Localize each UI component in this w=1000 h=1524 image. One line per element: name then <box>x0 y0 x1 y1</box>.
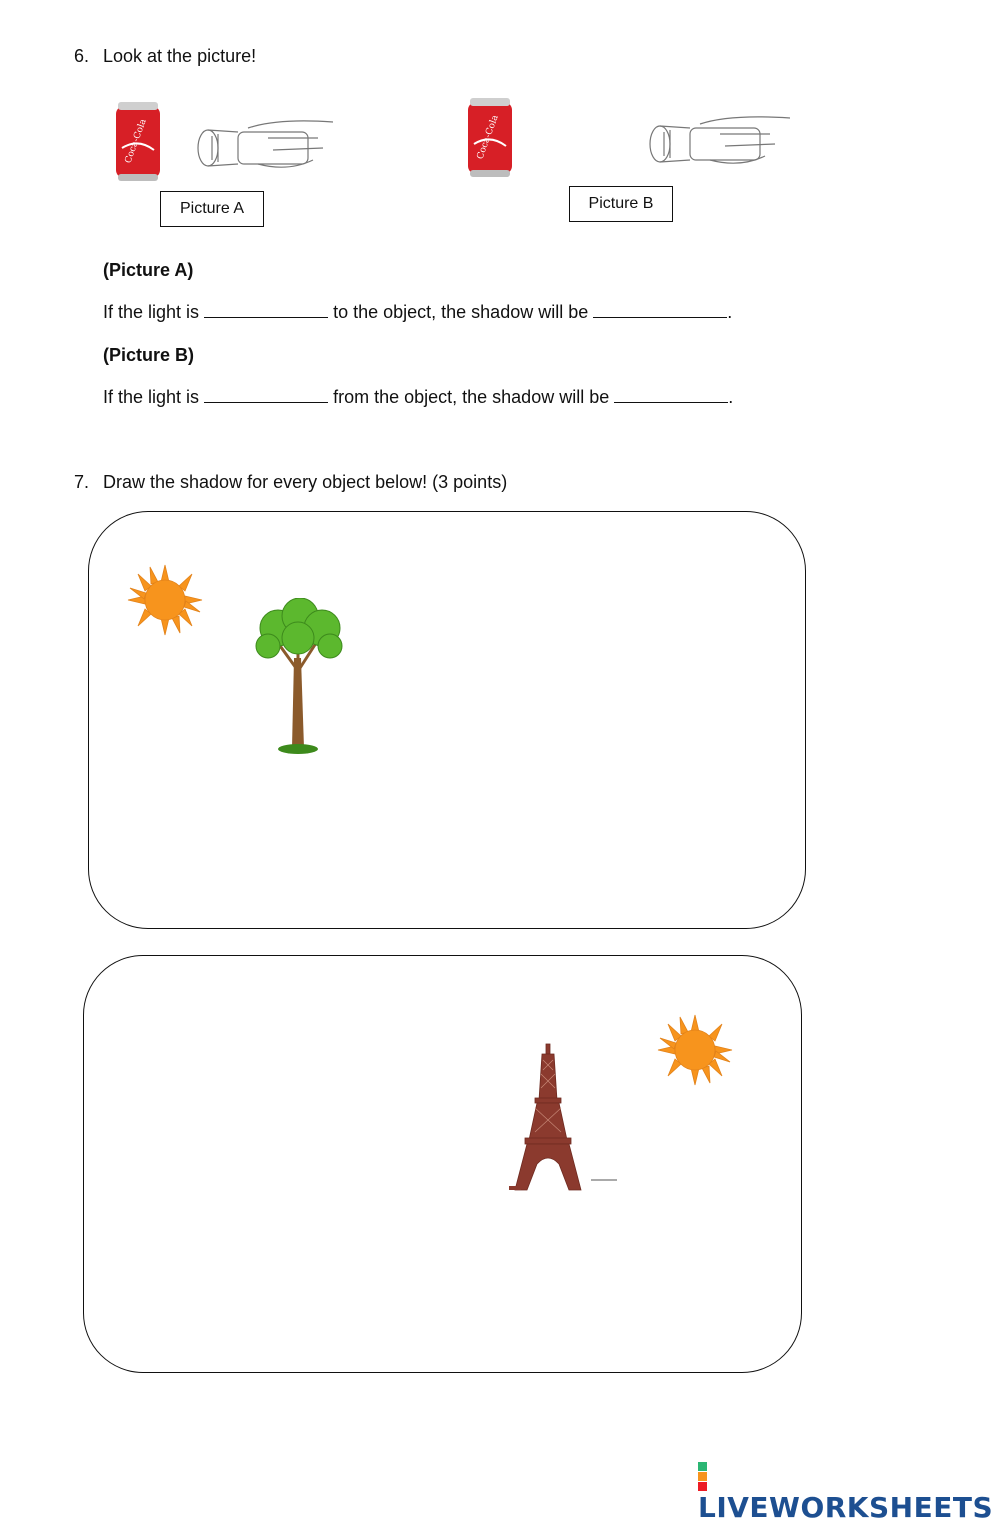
logo-badge-icon <box>698 1462 707 1491</box>
liveworksheets-logo <box>698 1458 1000 1524</box>
question-prompt-6: Look at the picture! <box>103 46 257 66</box>
sentence-a-end: . <box>727 302 733 322</box>
can-a <box>116 102 160 181</box>
sun-icon-2 <box>650 1010 740 1090</box>
logo-text: LIVEWORKSHEETS <box>698 1491 994 1524</box>
flashlight-a <box>198 121 333 167</box>
flashlight-b <box>650 117 790 163</box>
sentence-a-part1: If the light is <box>103 302 200 322</box>
picture-a-label: Picture A <box>160 191 264 227</box>
picture-a-illustration <box>108 98 338 188</box>
sentence-b-part2: from the object, the shadow will be <box>333 387 610 407</box>
answer-blank-b2[interactable] <box>614 388 728 403</box>
picture-a-heading: (Picture A) <box>103 260 194 280</box>
tree-icon <box>248 598 348 756</box>
answer-blank-a1[interactable] <box>204 303 328 318</box>
svg-text:Coca-Cola: Coca-Cola <box>475 113 501 161</box>
picture-b-sentence <box>103 387 733 408</box>
picture-b-label: Picture B <box>569 186 673 222</box>
question-prompt-7: Draw the shadow for every object below! (3 points) <box>103 472 508 492</box>
sentence-b-part1: If the light is <box>103 387 200 407</box>
sentence-b-end: . <box>728 387 734 407</box>
can-b <box>468 98 512 177</box>
question-number-7: 7. <box>74 472 90 492</box>
sun-icon <box>120 560 210 640</box>
picture-a-sentence <box>103 302 732 323</box>
picture-b-heading: (Picture B) <box>103 345 195 365</box>
question-number-6: 6. <box>74 46 90 66</box>
answer-blank-a2[interactable] <box>593 303 727 318</box>
picture-b-illustration <box>460 94 800 184</box>
sentence-a-part2: to the object, the shadow will be <box>333 302 589 322</box>
answer-blank-b1[interactable] <box>204 388 328 403</box>
svg-text:Coca-Cola: Coca-Cola <box>123 117 149 165</box>
eiffel-tower-icon <box>505 1040 620 1195</box>
